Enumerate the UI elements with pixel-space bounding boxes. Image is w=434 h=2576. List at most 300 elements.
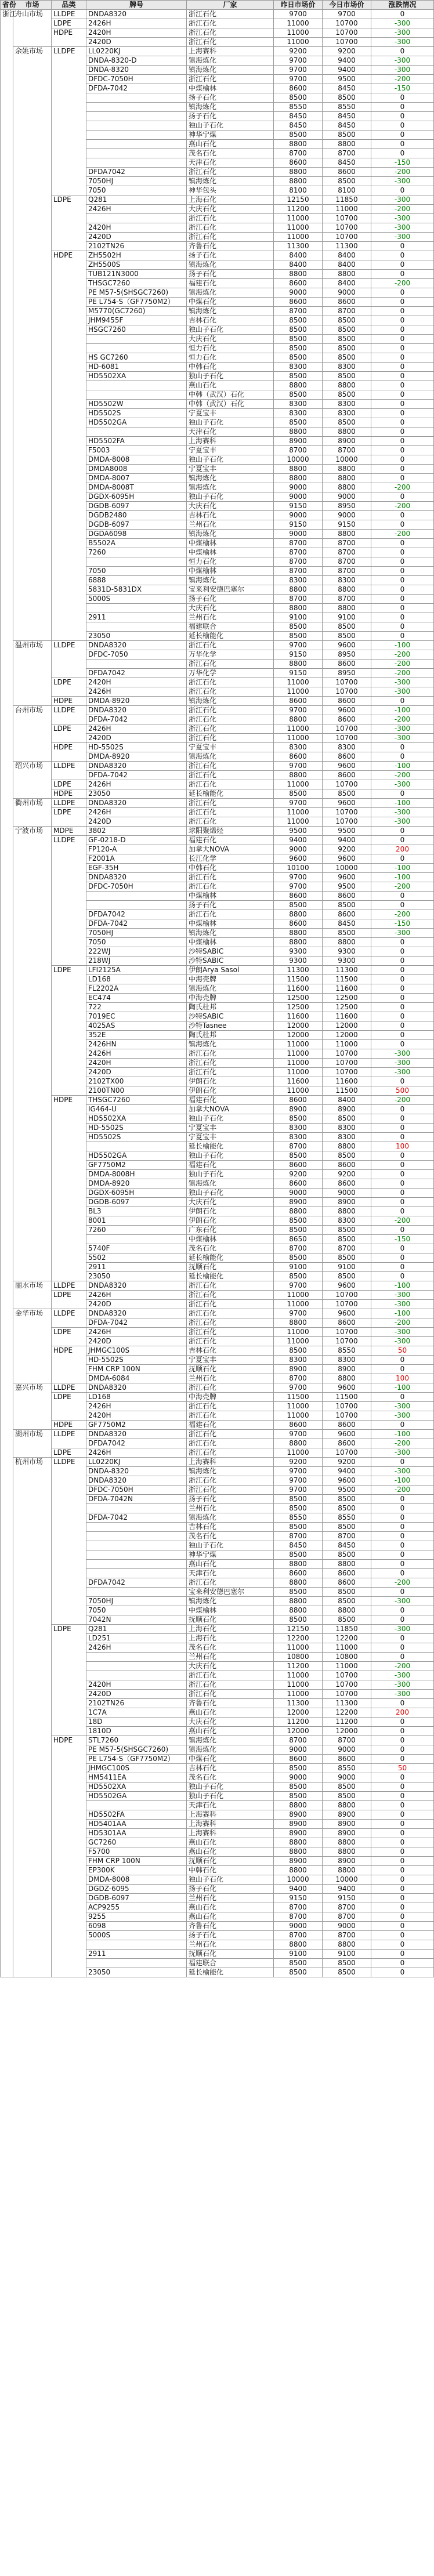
prev-price-cell: 11000 (274, 1448, 323, 1458)
today-price-cell: 9500 (323, 882, 371, 892)
factory-cell: 燕山石化 (187, 140, 274, 149)
table-row (1, 251, 434, 260)
change-cell: 0 (371, 131, 434, 140)
grade-cell: 2420H (86, 1411, 187, 1421)
change-cell: -200 (371, 882, 434, 892)
prev-price-cell: 8500 (274, 1495, 323, 1504)
grade-cell (86, 1142, 187, 1151)
grade-cell: DMDA8008 (86, 465, 187, 474)
grade-cell: 6888 (86, 576, 187, 585)
today-price-cell: 8900 (323, 1365, 371, 1374)
factory-cell: 恒力石化 (187, 557, 274, 567)
factory-cell: 万华化学 (187, 650, 274, 660)
table-row (1, 10, 434, 19)
today-price-cell: 12000 (323, 1021, 371, 1031)
header-product: 品类 (52, 1, 86, 10)
change-cell: 0 (371, 1012, 434, 1021)
grade-cell: DFDC-7050H (86, 75, 187, 84)
factory-cell: 浙江石化 (187, 1383, 274, 1393)
today-price-cell: 8500 (323, 177, 371, 186)
table-row (1, 1383, 434, 1393)
grade-cell: 2420D (86, 817, 187, 827)
today-price-cell: 8500 (323, 1792, 371, 1801)
today-price-cell: 8600 (323, 168, 371, 177)
prev-price-cell: 8500 (274, 353, 323, 363)
factory-cell: 独山子石化 (187, 1541, 274, 1550)
grade-cell: LL0220KJ (86, 1458, 187, 1467)
change-cell: 0 (371, 186, 434, 195)
today-price-cell: 9600 (323, 1281, 371, 1291)
grade-cell: BL3 (86, 1207, 187, 1216)
grade-cell (86, 1560, 187, 1569)
today-price-cell: 9600 (323, 1430, 371, 1439)
change-cell: -300 (371, 177, 434, 186)
product-cell: LLDPE (52, 706, 86, 724)
today-price-cell: 8400 (323, 251, 371, 260)
today-price-cell: 8450 (323, 112, 371, 121)
factory-cell: 浙江石化 (187, 1402, 274, 1411)
grade-cell: 2420D (86, 233, 187, 242)
factory-cell: 延长榆能化 (187, 1142, 274, 1151)
change-cell: 0 (371, 1940, 434, 1950)
today-price-cell: 8800 (323, 483, 371, 492)
prev-price-cell: 8700 (274, 539, 323, 548)
today-price-cell: 8300 (323, 1356, 371, 1365)
prev-price-cell: 11000 (274, 687, 323, 697)
table-row (1, 827, 434, 836)
factory-cell: 广东石化 (187, 1226, 274, 1235)
today-price-cell: 8500 (323, 1959, 371, 1968)
factory-cell: 浙江石化 (187, 1439, 274, 1448)
factory-cell: 浙江石化 (187, 1309, 274, 1318)
today-price-cell: 10700 (323, 808, 371, 817)
change-cell: 0 (371, 381, 434, 390)
market-cell: 舟山市场 (13, 10, 52, 47)
prev-price-cell: 9400 (274, 836, 323, 845)
prev-price-cell: 9200 (274, 1170, 323, 1179)
factory-cell: 大庆石化 (187, 604, 274, 613)
factory-cell: 浙江石化 (187, 771, 274, 780)
prev-price-cell: 8500 (274, 622, 323, 632)
change-cell: 0 (371, 474, 434, 483)
prev-price-cell: 11000 (274, 1643, 323, 1653)
table-row (1, 641, 434, 650)
prev-price-cell: 11600 (274, 1012, 323, 1021)
grade-cell: 352E (86, 1031, 187, 1040)
table-row (1, 1458, 434, 1467)
factory-cell: 中海壳牌 (187, 1393, 274, 1402)
factory-cell: 镇海炼化 (187, 929, 274, 938)
prev-price-cell: 8500 (274, 1792, 323, 1801)
prev-price-cell: 8100 (274, 186, 323, 195)
today-price-cell: 10700 (323, 1300, 371, 1309)
today-price-cell: 11300 (323, 1699, 371, 1708)
market-cell: 金华市场 (13, 1309, 52, 1383)
prev-price-cell: 8600 (274, 697, 323, 706)
today-price-cell: 10700 (323, 1448, 371, 1458)
prev-price-cell: 11300 (274, 242, 323, 251)
grade-cell: 1810D (86, 1727, 187, 1736)
grade-cell: EP300K (86, 1866, 187, 1875)
prev-price-cell: 8800 (274, 177, 323, 186)
grade-cell: IG464-U (86, 1105, 187, 1114)
change-cell: 0 (371, 1272, 434, 1281)
factory-cell: 浙江石化 (187, 28, 274, 38)
factory-cell: 福建石化 (187, 1096, 274, 1105)
factory-cell: 大庆石化 (187, 1198, 274, 1207)
factory-cell: 中煤榆林 (187, 84, 274, 93)
change-cell: 0 (371, 854, 434, 864)
prev-price-cell: 8300 (274, 576, 323, 585)
table-row (1, 789, 434, 799)
change-cell: 0 (371, 1643, 434, 1653)
today-price-cell: 10700 (323, 38, 371, 47)
grade-cell: HD5502FA (86, 1810, 187, 1820)
market-cell: 宁波市场 (13, 827, 52, 1281)
change-cell: -300 (371, 66, 434, 75)
change-cell: 0 (371, 1523, 434, 1532)
change-cell: 0 (371, 1820, 434, 1829)
change-cell: -150 (371, 84, 434, 93)
today-price-cell: 8500 (323, 1968, 371, 1977)
prev-price-cell: 8700 (274, 1142, 323, 1151)
grade-cell: 2426H (86, 780, 187, 789)
grade-cell: F5700 (86, 1847, 187, 1857)
prev-price-cell: 11000 (274, 808, 323, 817)
grade-cell: 2911 (86, 1950, 187, 1959)
factory-cell: 加拿大NOVA (187, 1105, 274, 1114)
factory-cell: 浙江石化 (187, 1680, 274, 1690)
grade-cell (86, 1550, 187, 1560)
factory-cell: 上海赛科 (187, 47, 274, 56)
grade-cell (86, 1653, 187, 1662)
today-price-cell: 8500 (323, 335, 371, 344)
change-cell: -300 (371, 1291, 434, 1300)
table-row (1, 1448, 434, 1458)
change-cell: -100 (371, 1309, 434, 1318)
grade-cell: THSGC7260 (86, 1096, 187, 1105)
change-cell: 0 (371, 836, 434, 845)
prev-price-cell: 11000 (274, 734, 323, 743)
change-cell: 0 (371, 1736, 434, 1745)
grade-cell (86, 131, 187, 140)
grade-cell: 7050 (86, 567, 187, 576)
grade-cell: DFDC-7050H (86, 1486, 187, 1495)
prev-price-cell: 9100 (274, 613, 323, 622)
today-price-cell: 8700 (323, 1244, 371, 1253)
factory-cell: 中韩石化 (187, 363, 274, 372)
grade-cell: HD-5502S (86, 1356, 187, 1365)
grade-cell: 218WJ (86, 957, 187, 966)
change-cell: -300 (371, 1680, 434, 1690)
change-cell: 0 (371, 1393, 434, 1402)
prev-price-cell: 8700 (274, 1374, 323, 1383)
grade-cell: 2102TN26 (86, 242, 187, 251)
factory-cell: 浙江石化 (187, 38, 274, 47)
grade-cell: 2420H (86, 28, 187, 38)
prev-price-cell: 8700 (274, 446, 323, 455)
product-cell: LDPE (52, 1328, 86, 1346)
grade-cell: 2426H (86, 1049, 187, 1059)
change-cell: 0 (371, 1513, 434, 1523)
today-price-cell: 8800 (323, 1560, 371, 1569)
prev-price-cell: 11500 (274, 975, 323, 984)
prev-price-cell: 8900 (274, 1198, 323, 1207)
prev-price-cell: 11000 (274, 724, 323, 734)
today-price-cell: 9200 (323, 1170, 371, 1179)
change-cell: -300 (371, 687, 434, 697)
change-cell: 0 (371, 112, 434, 121)
factory-cell: 镇海炼化 (187, 474, 274, 483)
prev-price-cell: 8600 (274, 752, 323, 762)
grade-cell: THSGC7260 (86, 279, 187, 288)
today-price-cell: 9300 (323, 957, 371, 966)
change-cell: 0 (371, 1179, 434, 1189)
product-cell: HDPE (52, 1096, 86, 1281)
prev-price-cell: 11000 (274, 233, 323, 242)
grade-cell: LD168 (86, 975, 187, 984)
change-cell: 0 (371, 260, 434, 270)
today-price-cell: 8600 (323, 892, 371, 901)
factory-cell: 宁夏宝丰 (187, 409, 274, 418)
today-price-cell: 9500 (323, 827, 371, 836)
change-cell: 0 (371, 557, 434, 567)
grade-cell: DFDA-7042 (86, 1513, 187, 1523)
factory-cell: 浙江石化 (187, 910, 274, 919)
today-price-cell: 8500 (323, 372, 371, 381)
prev-price-cell: 8500 (274, 325, 323, 335)
today-price-cell: 9200 (323, 845, 371, 854)
factory-cell: 上海赛科 (187, 437, 274, 446)
prev-price-cell: 8800 (274, 929, 323, 938)
change-cell: -300 (371, 1337, 434, 1346)
product-cell: HDPE (52, 251, 86, 641)
change-cell: -300 (371, 1467, 434, 1476)
factory-cell: 镇海炼化 (187, 307, 274, 316)
today-price-cell: 8900 (323, 1810, 371, 1820)
change-cell: 0 (371, 288, 434, 298)
today-price-cell: 8800 (323, 427, 371, 437)
today-price-cell: 8800 (323, 530, 371, 539)
table-row (1, 1096, 434, 1105)
prev-price-cell: 8600 (274, 919, 323, 929)
factory-cell: 神华宁煤 (187, 131, 274, 140)
factory-cell: 伊朗石化 (187, 1077, 274, 1086)
factory-cell: 镇海炼化 (187, 1040, 274, 1049)
today-price-cell: 8400 (323, 1096, 371, 1105)
prev-price-cell: 12150 (274, 1625, 323, 1634)
table-row (1, 678, 434, 687)
grade-cell: DFDA7042 (86, 1578, 187, 1588)
grade-cell: HD5502XA (86, 1782, 187, 1792)
prev-price-cell: 8500 (274, 418, 323, 427)
change-cell: 0 (371, 576, 434, 585)
prev-price-cell: 9700 (274, 66, 323, 75)
grade-cell: DGDB-6097 (86, 520, 187, 530)
prev-price-cell: 8900 (274, 1829, 323, 1838)
change-cell: 0 (371, 1903, 434, 1912)
today-price-cell: 8600 (323, 697, 371, 706)
today-price-cell: 8300 (323, 363, 371, 372)
change-cell: -150 (371, 1235, 434, 1244)
today-price-cell: 9600 (323, 1383, 371, 1393)
prev-price-cell: 8800 (274, 1801, 323, 1810)
change-cell: -100 (371, 762, 434, 771)
today-price-cell: 10700 (323, 28, 371, 38)
prev-price-cell: 11000 (274, 223, 323, 233)
factory-cell: 恒力石化 (187, 344, 274, 353)
prev-price-cell: 8500 (274, 1114, 323, 1124)
grade-cell (86, 604, 187, 613)
factory-cell: 福建联合 (187, 1959, 274, 1968)
today-price-cell: 12200 (323, 1708, 371, 1718)
factory-cell: 天津石化 (187, 1801, 274, 1810)
factory-cell: 浙江石化 (187, 799, 274, 808)
prev-price-cell: 9000 (274, 845, 323, 854)
factory-cell: 浙江石化 (187, 780, 274, 789)
grade-cell: 2420D (86, 1068, 187, 1077)
grade-cell: 8001 (86, 1216, 187, 1226)
factory-cell: 大庆石化 (187, 335, 274, 344)
change-cell: 0 (371, 1829, 434, 1838)
change-cell: -200 (371, 1486, 434, 1495)
grade-cell: GF7750M2 (86, 1421, 187, 1430)
change-cell: -150 (371, 919, 434, 929)
prev-price-cell: 8700 (274, 557, 323, 567)
prev-price-cell: 9100 (274, 1263, 323, 1272)
change-cell: 0 (371, 567, 434, 576)
today-price-cell: 8300 (323, 400, 371, 409)
grade-cell (86, 1569, 187, 1578)
grade-cell (86, 112, 187, 121)
grade-cell: HD5502W (86, 400, 187, 409)
factory-cell: 浙江石化 (187, 233, 274, 242)
factory-cell: 浙江石化 (187, 1411, 274, 1421)
grade-cell (86, 344, 187, 353)
today-price-cell: 9600 (323, 799, 371, 808)
grade-cell: HD5502XA (86, 372, 187, 381)
product-cell: HDPE (52, 28, 86, 47)
change-cell: 0 (371, 1003, 434, 1012)
grade-cell: B5502A (86, 539, 187, 548)
change-cell: 0 (371, 1792, 434, 1801)
prev-price-cell: 10000 (274, 1875, 323, 1885)
prev-price-cell: 8800 (274, 1940, 323, 1950)
change-cell: 0 (371, 1950, 434, 1959)
today-price-cell: 8500 (323, 789, 371, 799)
grade-cell: 7050 (86, 938, 187, 947)
prev-price-cell: 9150 (274, 502, 323, 511)
grade-cell: FP120-A (86, 845, 187, 854)
factory-cell: 沙特SABIC (187, 947, 274, 957)
prev-price-cell: 8800 (274, 427, 323, 437)
change-cell: -200 (371, 1318, 434, 1328)
prev-price-cell: 8300 (274, 409, 323, 418)
change-cell: 0 (371, 344, 434, 353)
prev-price-cell: 9300 (274, 957, 323, 966)
grade-cell: 2426H (86, 1643, 187, 1653)
change-cell: 0 (371, 1532, 434, 1541)
today-price-cell: 9000 (323, 288, 371, 298)
today-price-cell: 8700 (323, 1931, 371, 1940)
factory-cell: 镇海炼化 (187, 177, 274, 186)
grade-cell: 222WJ (86, 947, 187, 957)
prev-price-cell: 11000 (274, 1328, 323, 1337)
today-price-cell: 9100 (323, 1950, 371, 1959)
grade-cell: GC7260 (86, 1838, 187, 1847)
change-cell: -150 (371, 158, 434, 168)
factory-cell: 镇海炼化 (187, 103, 274, 112)
change-cell: 0 (371, 604, 434, 613)
factory-cell: 中煤石化 (187, 1755, 274, 1764)
grade-cell: 6098 (86, 1922, 187, 1931)
grade-cell (86, 427, 187, 437)
prev-price-cell: 8500 (274, 372, 323, 381)
factory-cell: 浙江石化 (187, 1281, 274, 1291)
product-cell: LDPE (52, 195, 86, 251)
prev-price-cell: 8800 (274, 1606, 323, 1615)
change-cell: 0 (371, 409, 434, 418)
change-cell: -100 (371, 864, 434, 873)
grade-cell: 2420H (86, 1059, 187, 1068)
change-cell: 50 (371, 1764, 434, 1773)
today-price-cell: 8450 (323, 919, 371, 929)
table-row (1, 1328, 434, 1337)
product-cell: LLDPE (52, 762, 86, 780)
change-cell: -200 (371, 1578, 434, 1588)
change-cell: -300 (371, 1597, 434, 1606)
change-cell: 0 (371, 1745, 434, 1755)
factory-cell: 中海壳牌 (187, 975, 274, 984)
prev-price-cell: 9700 (274, 706, 323, 715)
prev-price-cell: 10100 (274, 864, 323, 873)
prev-price-cell: 9200 (274, 47, 323, 56)
grade-cell (86, 901, 187, 910)
province-cell: 浙江 (1, 10, 13, 1977)
prev-price-cell: 8600 (274, 1161, 323, 1170)
prev-price-cell: 8300 (274, 1133, 323, 1142)
factory-cell: 镇海炼化 (187, 1513, 274, 1523)
change-cell: 0 (371, 418, 434, 427)
factory-cell: 天津石化 (187, 427, 274, 437)
today-price-cell: 10700 (323, 214, 371, 223)
prev-price-cell: 12000 (274, 1031, 323, 1040)
factory-cell: 茂名石化 (187, 1532, 274, 1541)
factory-cell: 独山子石化 (187, 418, 274, 427)
prev-price-cell: 9000 (274, 1773, 323, 1782)
table-row (1, 1281, 434, 1291)
factory-cell: 沙特SABIC (187, 957, 274, 966)
prev-price-cell: 11000 (274, 28, 323, 38)
change-cell: 0 (371, 947, 434, 957)
today-price-cell: 8500 (323, 316, 371, 325)
factory-cell: 扬子石化 (187, 270, 274, 279)
factory-cell: 兰州石化 (187, 1374, 274, 1383)
change-cell: -300 (371, 929, 434, 938)
change-cell: 0 (371, 1356, 434, 1365)
prev-price-cell: 8800 (274, 465, 323, 474)
market-cell: 温州市场 (13, 641, 52, 706)
grade-cell: HD5502S (86, 409, 187, 418)
today-price-cell: 9600 (323, 762, 371, 771)
change-cell: 0 (371, 622, 434, 632)
factory-cell: 中煤榆林 (187, 548, 274, 557)
grade-cell: DFDC-7050H (86, 882, 187, 892)
market-cell: 台州市场 (13, 706, 52, 762)
table-row (1, 1625, 434, 1634)
grade-cell: 2420D (86, 1300, 187, 1309)
today-price-cell: 11500 (323, 975, 371, 984)
